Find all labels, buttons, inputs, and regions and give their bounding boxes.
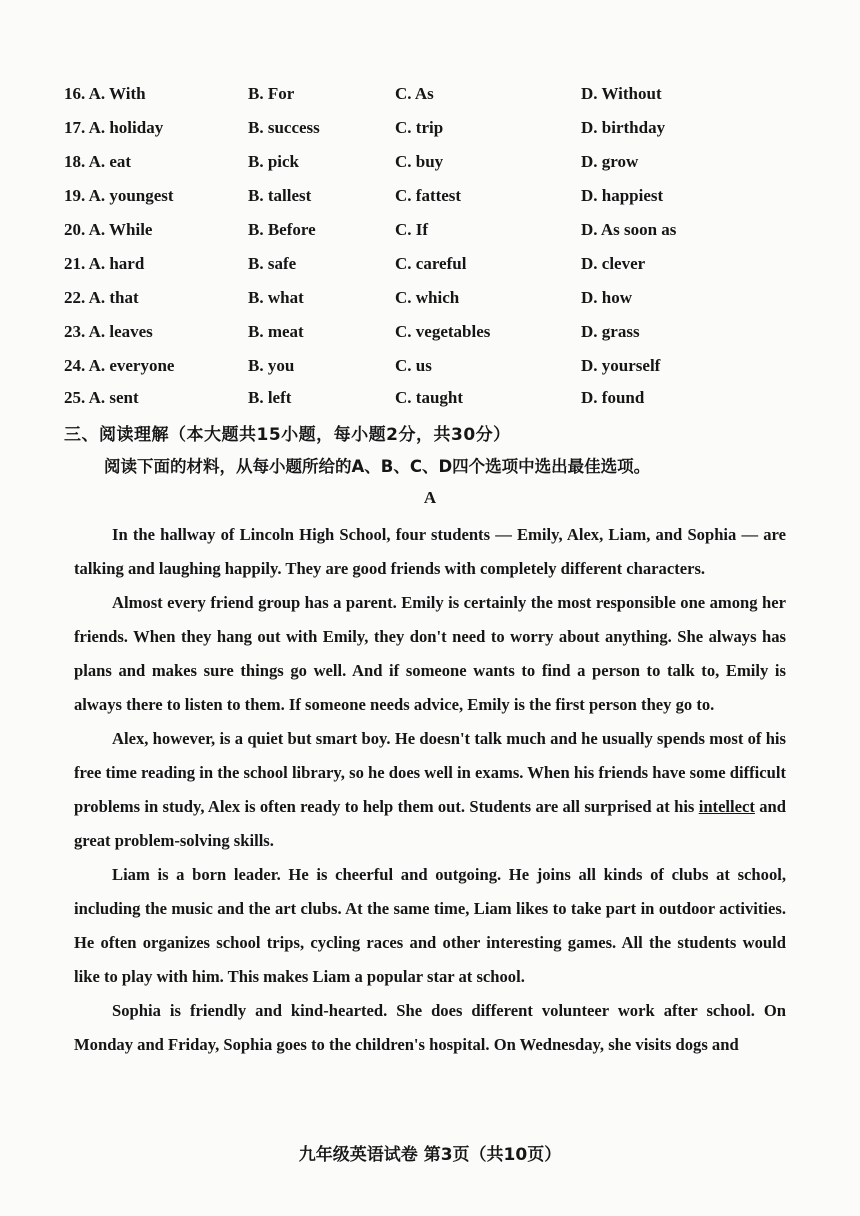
option-row-20: [0, 220, 860, 244]
underlined-word: intellect: [698, 797, 755, 816]
option-row-21: [0, 254, 860, 278]
option-b: B. pick: [248, 152, 300, 171]
option-b: B. you: [248, 356, 295, 375]
option-d: D. happiest: [581, 186, 664, 205]
option-b: B. safe: [248, 254, 297, 273]
option-a: 24. A. everyone: [64, 356, 175, 375]
option-a: 20. A. While: [64, 220, 153, 239]
option-c: C. us: [395, 356, 432, 375]
option-d: D. Without: [581, 84, 662, 103]
option-row-19: [0, 186, 860, 210]
option-d: D. grass: [581, 322, 640, 341]
option-c: C. vegetables: [395, 322, 491, 341]
option-b: B. For: [248, 84, 295, 103]
option-c: C. As: [395, 84, 434, 103]
option-a: 19. A. youngest: [64, 186, 174, 205]
option-b: B. tallest: [248, 186, 312, 205]
section-heading: 三、阅读理解（本大题共15小题，每小题2分，共30分）: [64, 425, 511, 445]
option-d: D. yourself: [581, 356, 661, 375]
page-footer: 九年级英语试卷 第3页（共10页）: [298, 1145, 562, 1165]
option-row-17: [0, 118, 860, 142]
option-b: B. what: [248, 288, 304, 307]
option-a: 17. A. holiday: [64, 118, 164, 137]
option-row-16: [0, 84, 860, 108]
section-instruction: 阅读下面的材料，从每小题所给的A、B、C、D四个选项中选出最佳选项。: [104, 457, 651, 476]
option-d: D. found: [581, 388, 645, 407]
option-c: C. buy: [395, 152, 444, 171]
option-a: 18. A. eat: [64, 152, 132, 171]
option-c: C. which: [395, 288, 460, 307]
passage-paragraph: Almost every friend group has a parent. Emily is certainly the most responsible one among her friends. When they hang out with Emily, they don't need to worry about anything. She always has plans and makes sure things go well. And if someone wants to find a person to talk to, Emily is always there to listen to them. If someone needs advice, Emily is the first person they go to.: [74, 593, 786, 714]
option-d: D. clever: [581, 254, 646, 273]
option-row-24: [0, 356, 860, 380]
option-c: C. taught: [395, 388, 464, 407]
passage-title: A: [423, 488, 437, 507]
passage-paragraph: In the hallway of Lincoln High School, four students — Emily, Alex, Liam, and Sophia — are talking and laughing happily. They are good friends with completely different characters.: [74, 525, 786, 578]
option-a: 22. A. that: [64, 288, 139, 307]
option-c: C. trip: [395, 118, 444, 137]
passage-paragraph: Liam is a born leader. He is cheerful and outgoing. He joins all kinds of clubs at school, including the music and the art clubs. At the same time, Liam likes to take part in outdoor activities. He often organizes school trips, cycling races and other interesting games. All the students would like to play with him. This makes Liam a popular star at school.: [74, 865, 786, 986]
option-b: B. left: [248, 388, 292, 407]
option-row-23: [0, 322, 860, 346]
option-b: B. success: [248, 118, 320, 137]
option-c: C. fattest: [395, 186, 462, 205]
option-row-18: [0, 152, 860, 176]
option-b: B. Before: [248, 220, 316, 239]
option-c: C. If: [395, 220, 429, 239]
option-c: C. careful: [395, 254, 467, 273]
option-d: D. birthday: [581, 118, 666, 137]
option-d: D. grow: [581, 152, 639, 171]
option-row-25: [0, 388, 860, 412]
option-b: B. meat: [248, 322, 304, 341]
option-a: 25. A. sent: [64, 388, 139, 407]
option-a: 16. A. With: [64, 84, 146, 103]
passage-paragraph: Sophia is friendly and kind-hearted. She does different volunteer work after school. On Monday and Friday, Sophia goes to the children's hospital. On Wednesday, she visits dogs and: [74, 1001, 786, 1054]
option-d: D. As soon as: [581, 220, 677, 239]
option-a: 21. A. hard: [64, 254, 145, 273]
passage-paragraph: Alex, however, is a quiet but smart boy. He doesn't talk much and he usually spends most of his free time reading in the school library, so he does well in exams. When his friends have some difficult problems in study, Alex is often ready to help them out. Students are all surprised at his intellect and great problem-solving skills.: [74, 729, 786, 850]
option-a: 23. A. leaves: [64, 322, 153, 341]
option-row-22: [0, 288, 860, 312]
option-d: D. how: [581, 288, 633, 307]
passage-body: [74, 518, 786, 1062]
